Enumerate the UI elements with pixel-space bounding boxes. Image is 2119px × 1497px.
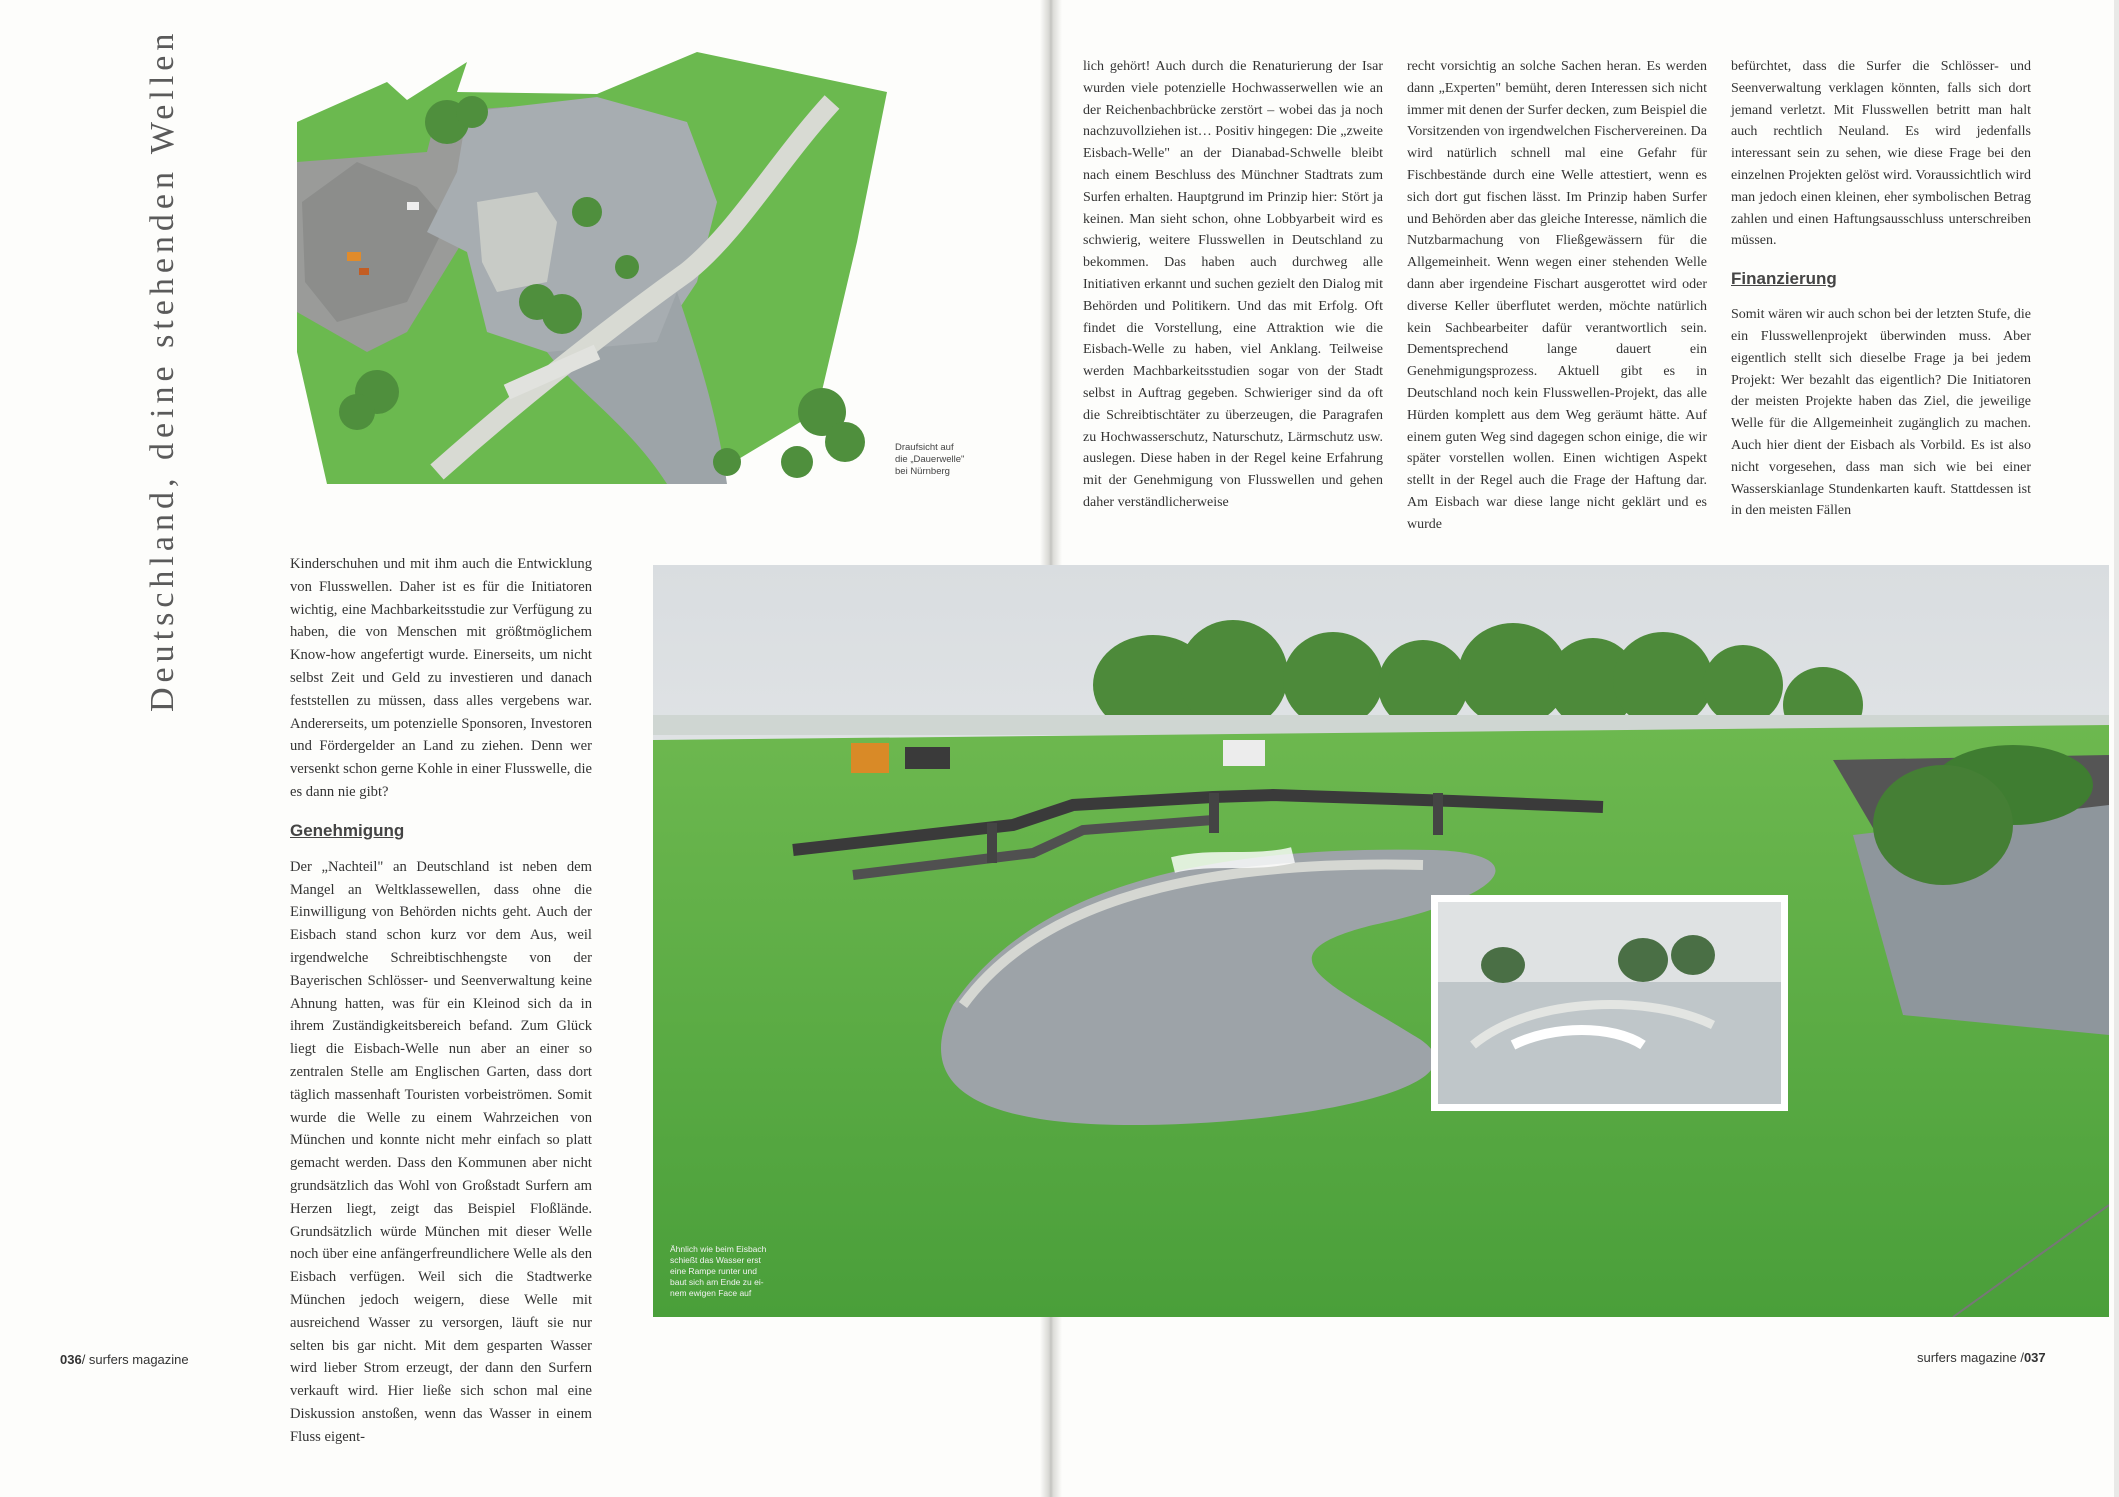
left-folio: [60, 1352, 189, 1367]
page-number: 037: [2023, 1350, 2046, 1365]
caption-line: nem ewigen Face auf: [670, 1288, 752, 1298]
intro-paragraph: Kinderschuhen und mit ihm auch die Entwicklung von Flusswellen. Daher ist es für die Initiatoren wichtig, eine Machbarkeitsstudie zur Verfügung zu haben, die von Menschen mit größtmöglichem Know-how angefertigt wurde. Einerseits, um nicht selbst Zeit und Geld zu investieren und danach feststellen zu müssen, dass alles vergebens war. Andererseits, um potenzielle Sponsoren, Investoren und Fördergelder an Land zu ziehen. Denn wer versenkt schon gerne Kohle in einer Flusswelle, die es dann nie gibt?: [290, 556, 592, 800]
magazine-name: surfers magazine /: [1917, 1350, 2024, 1365]
paragraph: lich gehört! Auch durch die Renaturierung der Isar wurden viele potenzielle Hochwasserwellen wie an der Reichenbachbrücke zerstört – wobei das ja noch nachzuvollziehen ist… Positiv hingegen: Die „zweite Eisbach-Welle" an der Dianabad-Schwelle bleibt nach einem Beschluss des Münchner Stadtrats zum Surfen erhalten. Hauptgrund im Prinzip hier: Stört ja keinen. Man sieht schon, ohne Lobbyarbeit wird es schwierig, weitere Flusswellen in Deutschland zu bekommen. Das haben auch durchweg alle Initiativen erkannt und suchen gezielt den Dialog mit Behörden und Politikern. Und das mit Erfolg. Oft findet die Vorstellung, eine Attraktion wie die Eisbach-Welle zu haben, viel Anklang. Teilweise werden Machbarkeitsstudien sogar von der Stadt selbst in Auftrag gegeben. Schwieriger sind da oft die Schreibtischtäter zu überzeugen, die Paragrafen zu Hochwasserschutz, Naturschutz, Lärmschutz usw. auslegen. Diese haben in der Regel keine Erfahrung mit der Genehmigung von Flusswellen und gehen daher verständlicherweise: [1083, 59, 1383, 510]
caption-line: Ähnlich wie beim Eisbach: [670, 1244, 767, 1254]
left-text-column: [290, 553, 592, 1448]
surf-park-render-image: [653, 565, 2109, 1317]
paragraph: befürchtet, dass die Surfer die Schlösser- und Seenverwaltung verklagen könnten, falls sich dort jemand verletzt. Mit Flusswellen betritt man halt auch rechtlich Neuland. Es wird jedenfalls interessant sein zu sehen, wie diese Frage bei den einzelnen Projekten gelöst wird. Voraussichtlich wird man jedoch einen kleinen, eher symbolischen Betrag zahlen und einen Haftungsausschluss unterschreiben müssen.: [1731, 59, 2031, 249]
caption-line: baut sich am Ende zu ei-: [670, 1277, 764, 1287]
aerial-render-image: [297, 52, 887, 484]
right-column-1: [1083, 56, 1383, 514]
paragraph: recht vorsichtig an solche Sachen heran. Es werden dann „Experten" bemüht, deren Interessen sich nicht immer mit denen der Surfer decken, zum Beispiel die Vorsitzenden von irgendwelchen Fischervereinen. Da wird natürlich schnell mal eine Gefahr für Fischbestände durch eine Welle attestiert, wenn es sich dort gut fischen lässt. Im Prinzip haben Surfer und Behörden aber das gleiche Interesse, nämlich die Nutzbarmachung von Fließgewässern für die Allgemeinheit. Wenn wegen einer stehenden Welle dann aber irgendeine Fischart ausgerottet wird oder diverse Keller überflutet werden, möchte natürlich kein Sachbearbeiter dafür verantwortlich sein. Dementsprechend lange dauert ein Genehmigungsprozess. Aktuell gibt es in Deutschland noch kein Flusswellen-Projekt, das alle Hürden komplett aus dem Weg geräumt hätte. Auf einem guten Weg sind dagegen schon einige, die wir später vorstellen wollen. Einen wichtigen Aspekt stellt in der Regel auch die Frage der Haftung dar. Am Eisbach war diese lange nicht geklärt und es wurde: [1407, 59, 1707, 532]
caption-line: Draufsicht auf: [895, 442, 954, 453]
big-image-caption: [670, 1244, 790, 1299]
section-heading-genehmigung: Genehmigung: [290, 820, 405, 840]
right-folio: [1917, 1350, 2046, 1365]
right-column-2: [1407, 56, 1707, 536]
page-number: 036: [60, 1352, 82, 1367]
article-title: Deutschland, deine stehenden Wellen: [144, 28, 181, 712]
caption-line: bei Nürnberg: [895, 466, 950, 477]
caption-line: die „Dauerwelle": [895, 454, 965, 465]
caption-line: schießt das Wasser erst: [670, 1255, 761, 1265]
genehmigung-paragraph: Der „Nachteil" an Deutschland ist neben dem Mangel an Weltklassewellen, dass ohne die Einwilligung von Behörden nichts geht. Auch der Eisbach stand schon kurz vor dem Aus, weil irgendwelche Schreibtischhengste von der Bayerischen Schlösser- und Seenverwaltung keine Ahnung hatten, was für ein Kleinod sich da in ihrem Zuständigkeitsbereich befand. Zum Glück liegt die Eisbach-Welle nun aber an einer so zentralen Stelle am Englischen Garten, dass dort täglich massenhaft Touristen vorbeiströmen. Somit wurde die Welle zu einem Wahrzeichen von München und konnte nicht mehr einfach so platt gemacht werden. Dass den Kommunen aber nicht grundsätzlich das Wohl von Großstadt Surfern am Herzen liegt, zeigt das Beispiel Floßlände. Grundsätzlich würde München mit dieser Welle noch über eine anfängerfreundlichere Welle als den Eisbach verfügen. Weil sich die Stadtwerke München jedoch weigern, diese Welle mit ausreichend Wasser zu versorgen, läuft sie nur selten bis gar nicht. Mit dem gesparten Wasser wird lieber Strom erzeugt, der dann den Surfern verkauft wird. Hier ließe sich schon mal eine Diskussion anstoßen, wenn das Wasser in einem Fluss eigent-: [290, 858, 592, 1445]
paragraph: Somit wären wir auch schon bei der letzten Stufe, die ein Flusswellenprojekt überwinden muss. Aber eigentlich stellt sich dieselbe Frage ja bei jedem Projekt: Wer bezahlt das eigentlich? Die Initiatoren der meisten Projekte haben das Ziel, die jeweilige Welle für die Allgemeinheit zugänglich zu machen. Auch hier dient der Eisbach als Vorbild. Es ist also nicht vorgesehen, dass man sich wie bei einer Wasserskianlage Stundenkarten kauft. Stattdessen ist in den meisten Fällen: [1731, 307, 2031, 519]
top-image-caption: [895, 442, 1005, 478]
section-heading-finanzierung: Finanzierung: [1731, 269, 1837, 289]
right-column-3: [1731, 56, 2031, 522]
magazine-name: / surfers magazine: [81, 1352, 189, 1367]
caption-line: eine Rampe runter und: [670, 1266, 757, 1276]
